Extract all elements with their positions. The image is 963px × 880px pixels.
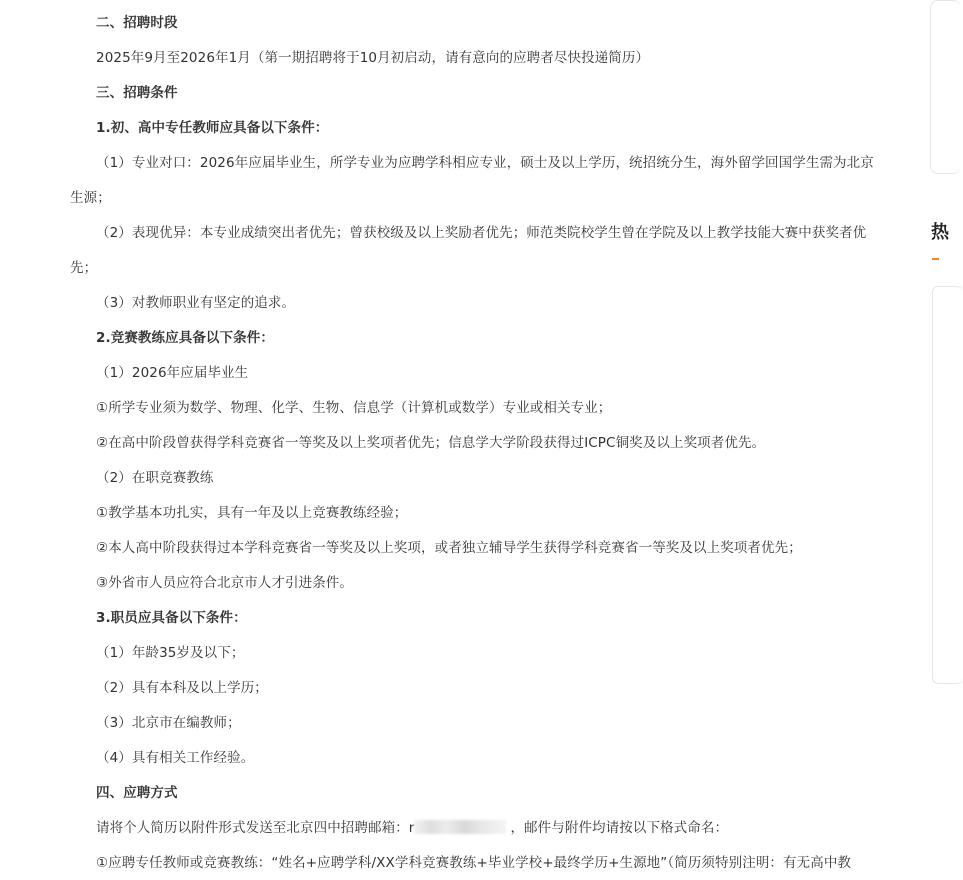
application-email-prefix: 请将个人简历以附件形式发送至北京四中招聘邮箱：r (96, 820, 415, 836)
subheading-teacher-conditions: 1.初、高中专任教师应具备以下条件： (96, 120, 329, 136)
teacher-condition-1: （1）专业对口：2026年应届毕业生，所学专业为应聘学科相应专业，硕士及以上学历，统招统分生，海外留学回国学生需为北京 (96, 155, 874, 171)
application-naming-rule-1: ①应聘专任教师或竞赛教练：“姓名+应聘学科/XX学科竞赛教练+毕业学校+最终学历+生源地”（简历须特别注明：有无高中教 (96, 855, 852, 871)
staff-condition-1: （1）年龄35岁及以下； (96, 645, 245, 661)
sidebar-card (930, 0, 961, 174)
redacted-email (414, 820, 506, 834)
subheading-staff-conditions: 3.职员应具备以下条件： (96, 610, 247, 626)
staff-condition-3: （3）北京市在编教师； (96, 715, 241, 731)
teacher-condition-2: （2）表现优异：本专业成绩突出者优先；曾获校级及以上奖励者优先；师范类院校学生曾在学院及以上教学技能大赛中获奖者优 (96, 225, 867, 241)
section-heading-recruitment-period: 二、招聘时段 (96, 15, 178, 31)
application-email-suffix: ，邮件与附件均请按以下格式命名： (510, 820, 729, 836)
subheading-coach-conditions: 2.竞赛教练应具备以下条件： (96, 330, 274, 346)
coach-condition-1-a: ①所学专业须为数学、物理、化学、生物、信息学（计算机或数学）专业或相关专业； (96, 400, 612, 416)
teacher-condition-1-cont: 生源； (70, 190, 111, 206)
application-email-line (96, 818, 728, 838)
coach-condition-1-b: ②在高中阶段曾获得学科竞赛省一等奖及以上奖项者优先；信息学大学阶段获得过ICPC铜奖及以上奖项者优先。 (96, 435, 766, 451)
coach-condition-2: （2）在职竞赛教练 (96, 470, 214, 486)
teacher-condition-3: （3）对教师职业有坚定的追求。 (96, 295, 296, 311)
sidebar-heading: 热 (931, 222, 949, 243)
section-heading-recruitment-conditions: 三、招聘条件 (96, 85, 178, 101)
coach-condition-2-c: ③外省市人员应符合北京市人才引进条件。 (96, 575, 354, 591)
section-heading-application-method: 四、应聘方式 (96, 785, 178, 801)
coach-condition-1: （1）2026年应届毕业生 (96, 365, 249, 381)
sidebar-heading-underline (932, 258, 939, 260)
staff-condition-2: （2）具有本科及以上学历； (96, 680, 268, 696)
sidebar-list-card (932, 286, 963, 684)
coach-condition-2-b: ②本人高中阶段获得过本学科竞赛省一等奖及以上奖项，或者独立辅导学生获得学科竞赛省一等奖及以上奖项者优先； (96, 540, 802, 556)
recruitment-period-text: 2025年9月至2026年1月（第一期招聘将于10月初启动，请有意向的应聘者尽快投递简历） (96, 50, 650, 66)
staff-condition-4: （4）具有相关工作经验。 (96, 750, 255, 766)
teacher-condition-2-cont: 先； (70, 260, 98, 276)
coach-condition-2-a: ①教学基本功扎实，具有一年及以上竞赛教练经验； (96, 505, 408, 521)
